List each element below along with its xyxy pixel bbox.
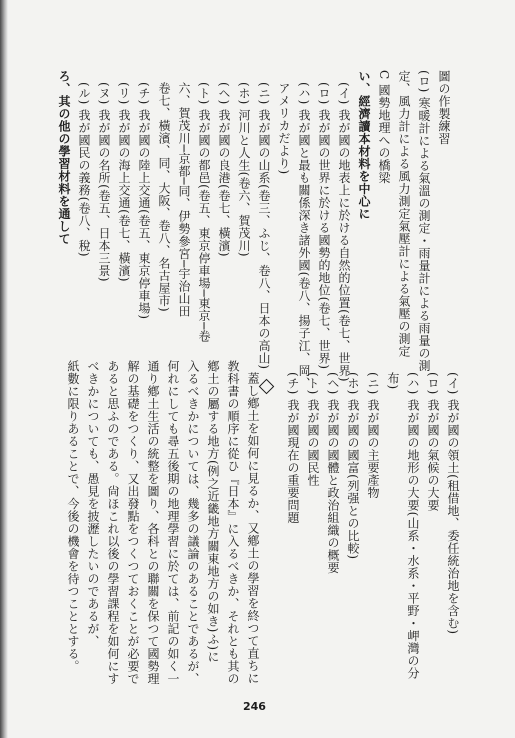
subsection-ro-heading: ろ、其の他の學習材料を通して	[57, 70, 71, 245]
section-c-heading: C 國勢地理への橋梁	[377, 70, 391, 184]
lower-line: (ニ) 我が國の主要產物	[366, 372, 380, 500]
upper-line: (ロ) 寒暖計による氣溫の測定・雨量計による雨量の測	[417, 70, 431, 373]
heading-map-making: 圖の作製練習	[437, 70, 451, 145]
upper-line: (イ) 我が國の地表上に於ける自然的位置(卷七、世界)	[337, 82, 351, 383]
paragraph-line: 紙數に限りあることで、今後の機會を待つこととする。	[66, 360, 80, 673]
upper-line: (ホ) 河川と人生(卷六、賀茂川)	[237, 82, 251, 258]
upper-line: 六、賀茂川─京都─同、伊勢參宮─宇治山田	[177, 82, 191, 318]
upper-line: (ヌ) 我が國の名所(卷五、日本三景)	[97, 82, 111, 283]
upper-line: (ト) 我が國の都邑(卷五、東京停車場─東京─卷	[197, 82, 211, 343]
upper-line: (ヘ) 我が國の良港(卷七、橫濱)	[217, 82, 231, 258]
upper-line: 卷七、橫濱、同、大阪、卷八、名古屋市)	[157, 82, 171, 313]
lower-line: (ハ) 我が國の地形の大要(山系・水系・平野・岬灣の分	[406, 372, 420, 680]
lower-line: (イ) 我が國の領土(租借地、委任統治地を含む)	[446, 372, 460, 635]
subsection-i-heading: い、經濟讀本材料を中心に	[357, 70, 371, 220]
upper-line: 定、風力計による風力測定氣壓計による氣壓の測定	[397, 70, 411, 358]
upper-line: (ニ) 我が國の山系(卷三、ふじ、卷八、日本の高山)	[257, 82, 271, 370]
paragraph-line: 解の基礎をつくり、又出發點をつくつておくことが必要で	[126, 360, 140, 685]
paragraph-line: あると思ふのである。尙ほこれ以後の學習課程を如何にす	[106, 360, 120, 685]
lower-line: (ホ) 我が國の國富(列强との比較)	[346, 372, 360, 560]
upper-line: アメリカだより)	[277, 82, 291, 175]
paragraph-line: 入るべきかについては、幾多の議論のあることであるが、	[186, 360, 200, 685]
paragraph-line: 蓋し鄕土を如何に見るか、又鄕土の學習を終つて直ちに	[246, 372, 260, 685]
paragraph-line: 鄕土の屬する地方(例之近畿地方關東地方の如き)ふ)に	[206, 360, 220, 664]
lower-line: (ロ) 我が國の氣候の大要	[426, 372, 440, 512]
paragraph-line: べきかについても、愚見を披瀝したいのであるが、	[86, 360, 100, 648]
paragraph-line: 通り鄕土生活の統整を圖り、各科との聯關を保つて國勢理	[146, 360, 160, 685]
paragraph-line: 何れにしても尋五後期の地理學習に於ては、前記の如く一	[166, 360, 180, 685]
upper-line: (リ) 我が國の海上交通(卷七、橫濱)	[117, 82, 131, 283]
page-number: 246	[243, 700, 266, 713]
lower-line: 布)	[386, 372, 400, 390]
upper-line: (チ) 我が國の陸上交通(卷五、東京停車場)	[137, 82, 151, 320]
paragraph-line: 教科書の順序に從ひ『日本』に入るべきか、それとも其の	[226, 360, 240, 685]
section-divider-diamond	[259, 379, 275, 395]
lower-line: (ヘ) 我が國の國體と政治組織の概要	[326, 372, 340, 575]
upper-line: (ハ) 我が國と最も關係深き諸外國(卷八、揚子江、岡、	[297, 82, 311, 390]
upper-line: (ル) 我が國民の義務(卷八、稅)	[77, 82, 91, 258]
upper-line: (ロ) 我が國の世界に於ける國勢的地位(卷七、世界)	[317, 82, 331, 370]
lower-line: (ト) 我が國の國民性	[306, 372, 320, 487]
lower-line: (チ) 我が國現在の重要問題	[286, 372, 300, 525]
